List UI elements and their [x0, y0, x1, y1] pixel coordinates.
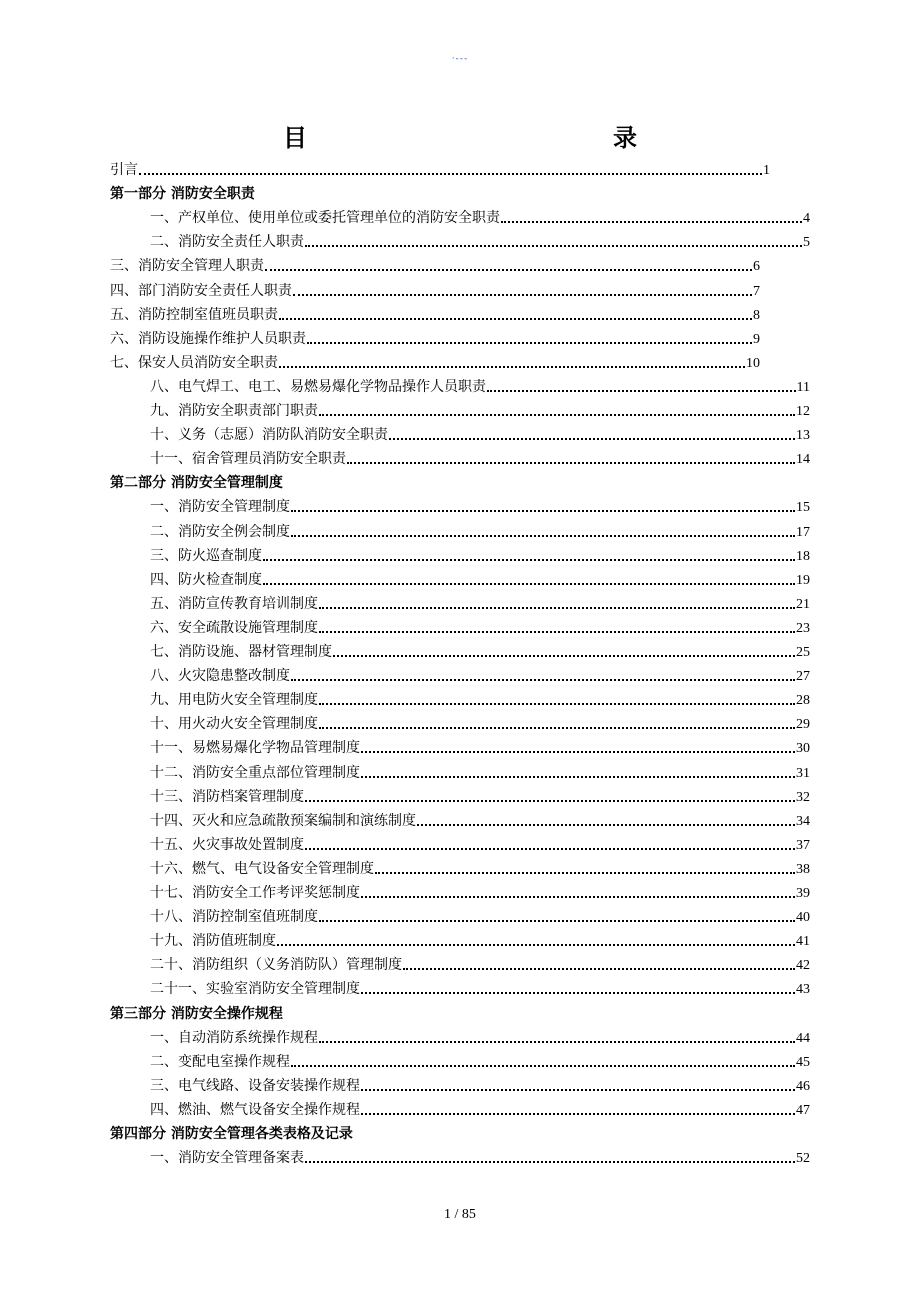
toc-leader-dots — [501, 221, 802, 223]
toc-entry[interactable] — [150, 641, 810, 663]
toc-leader-dots — [319, 703, 795, 705]
toc-entry-page: 6 — [753, 259, 760, 275]
page-number: 1 / 85 — [444, 1207, 476, 1222]
toc-leader-dots — [319, 414, 795, 416]
toc-part-heading[interactable] — [110, 472, 810, 494]
toc-entry-label: 十五、火灾事故处置制度 — [150, 836, 304, 853]
toc-entry-label: 八、电气焊工、电工、易燃易爆化学物品操作人员职责 — [150, 378, 486, 395]
toc-leader-dots — [263, 583, 795, 585]
toc-entry-label: 六、消防设施操作维护人员职责 — [110, 330, 306, 347]
toc-entry[interactable] — [150, 1075, 810, 1097]
toc-entry-label: 二、变配电室操作规程 — [150, 1053, 290, 1070]
toc-leader-dots — [361, 992, 795, 994]
header-mark: ·--- — [451, 54, 469, 64]
toc-entry-page: 10 — [746, 355, 760, 371]
toc-leader-dots — [389, 438, 795, 440]
toc-entry-page: 31 — [796, 765, 810, 781]
toc-entry-page: 43 — [796, 982, 810, 998]
toc-entry[interactable] — [150, 400, 810, 422]
toc-entry[interactable] — [150, 1027, 810, 1049]
toc-entry-label: 二、消防安全例会制度 — [150, 523, 290, 540]
toc-entry-label: 十九、消防值班制度 — [150, 933, 276, 950]
toc-entry[interactable] — [150, 448, 810, 470]
toc-part-heading[interactable] — [110, 1003, 810, 1025]
toc-leader-dots — [291, 1065, 795, 1067]
toc-entry-page: 47 — [796, 1102, 810, 1118]
toc-leader-dots — [305, 245, 802, 247]
toc-leader-dots — [333, 655, 795, 657]
toc-leader-dots — [361, 751, 795, 753]
toc-leader-dots — [291, 510, 795, 512]
toc-entry-label: 第三部分 消防安全操作规程 — [110, 1005, 283, 1022]
toc-entry-page: 7 — [753, 283, 760, 299]
toc-entry-page: 42 — [796, 958, 810, 974]
toc-leader-dots — [375, 872, 795, 874]
toc-leader-dots — [361, 1113, 795, 1115]
toc-leader-dots — [279, 318, 752, 320]
toc-entry-label: 十八、消防控制室值班制度 — [150, 909, 318, 926]
toc-entry-page: 30 — [796, 741, 810, 757]
toc-entry-label: 六、安全疏散设施管理制度 — [150, 619, 318, 636]
toc-leader-dots — [361, 896, 795, 898]
toc-entry-page: 4 — [803, 211, 810, 227]
toc-entry-page: 23 — [796, 620, 810, 636]
toc-entry-label: 引言 — [110, 162, 138, 178]
toc-entry-label: 七、保安人员消防安全职责 — [110, 354, 278, 371]
toc-leader-dots — [263, 559, 795, 561]
toc-entry[interactable] — [150, 834, 810, 856]
toc-entry-page: 14 — [796, 452, 810, 468]
toc-entry-label: 十、义务（志愿）消防队消防安全职责 — [150, 427, 388, 444]
toc-leader-dots — [139, 173, 762, 175]
toc-entry-label: 十二、消防安全重点部位管理制度 — [150, 764, 360, 781]
toc-entry-label: 九、用电防火安全管理制度 — [150, 692, 318, 709]
toc-entry-label: 第四部分 消防安全管理各类表格及记录 — [110, 1126, 353, 1142]
toc-entry-page: 28 — [796, 693, 810, 709]
toc-entry-label: 一、消防安全管理制度 — [150, 499, 290, 516]
toc-entry[interactable] — [150, 376, 810, 398]
toc-leader-dots — [305, 800, 795, 802]
toc-entry-page: 13 — [796, 428, 810, 444]
toc-entry-page: 12 — [796, 404, 810, 419]
toc-leader-dots — [291, 535, 795, 537]
toc-entry-label: 二十一、实验室消防安全管理制度 — [150, 981, 360, 998]
toc-entry[interactable] — [150, 1051, 810, 1073]
toc-entry-label: 十一、宿舍管理员消防安全职责 — [150, 451, 346, 468]
toc-entry[interactable] — [150, 954, 810, 976]
toc-entry[interactable] — [150, 713, 810, 735]
toc-entry-page: 44 — [796, 1030, 810, 1046]
toc-entry-label: 三、电气线路、设备安装操作规程 — [150, 1077, 360, 1094]
toc-entry-page: 18 — [796, 548, 810, 564]
toc-part-heading[interactable] — [110, 183, 810, 205]
toc-entry[interactable] — [150, 231, 810, 253]
toc-entry-label: 一、产权单位、使用单位或委托管理单位的消防安全职责 — [150, 210, 500, 227]
toc-entry[interactable] — [110, 159, 770, 181]
toc-entry-page: 34 — [796, 813, 810, 829]
toc-entry[interactable] — [150, 930, 810, 952]
toc-entry-label: 二、消防安全责任人职责 — [150, 234, 304, 251]
toc-leader-dots — [319, 607, 795, 609]
toc-entry-page: 27 — [796, 669, 810, 685]
toc-entry[interactable] — [110, 304, 760, 326]
toc-entry-page: 15 — [796, 500, 810, 516]
toc-entry-page: 19 — [796, 572, 810, 588]
toc-entry-label: 五、消防控制室值班员职责 — [110, 306, 278, 323]
toc-entry-label: 十七、消防安全工作考评奖惩制度 — [150, 885, 360, 901]
toc-leader-dots — [319, 1041, 795, 1043]
toc-entry-page: 41 — [796, 934, 810, 950]
toc-entry[interactable] — [150, 424, 810, 446]
toc-entry-label: 第一部分 消防安全职责 — [110, 186, 255, 203]
toc-leader-dots — [319, 920, 795, 922]
toc-leader-dots — [305, 848, 795, 850]
toc-entry[interactable] — [110, 352, 760, 374]
toc-entry-label: 二十、消防组织（义务消防队）管理制度 — [150, 957, 402, 974]
toc-leader-dots — [487, 390, 796, 392]
toc-entry-page: 45 — [796, 1054, 810, 1070]
toc-entry-page: 8 — [753, 307, 760, 323]
toc-entry-page: 52 — [796, 1151, 810, 1167]
toc-entry[interactable] — [150, 978, 810, 1000]
toc-title: 目 录 — [283, 124, 723, 152]
toc-entry-label: 十三、消防档案管理制度 — [150, 788, 304, 805]
toc-entry[interactable] — [150, 617, 810, 639]
toc-leader-dots — [403, 968, 795, 970]
toc-entry-label: 一、自动消防系统操作规程 — [150, 1029, 318, 1046]
toc-leader-dots — [417, 824, 795, 826]
toc-entry-page: 38 — [796, 861, 810, 877]
toc-entry-label: 十、用火动火安全管理制度 — [150, 716, 318, 733]
toc-leader-dots — [279, 366, 745, 368]
toc-entry-page: 5 — [803, 235, 810, 251]
toc-leader-dots — [361, 1089, 795, 1091]
toc-entry-label: 三、消防安全管理人职责 — [110, 258, 264, 275]
toc-entry[interactable] — [150, 906, 810, 928]
toc-entry[interactable] — [150, 545, 810, 567]
toc-leader-dots — [277, 944, 795, 946]
toc-part-heading[interactable] — [110, 1123, 810, 1145]
toc-entry-page: 39 — [796, 886, 810, 901]
toc-entry-label: 四、防火检查制度 — [150, 571, 262, 588]
toc-leader-dots — [265, 269, 752, 271]
toc-entry-page: 29 — [796, 717, 810, 733]
toc-entry-label: 三、防火巡查制度 — [150, 547, 262, 564]
toc-entry[interactable] — [150, 569, 810, 591]
toc-entry-label: 四、部门消防安全责任人职责 — [110, 282, 292, 299]
toc-entry-page: 32 — [796, 789, 810, 805]
toc-entry[interactable] — [150, 496, 810, 518]
toc-entry[interactable] — [110, 280, 760, 302]
toc-entry-label: 七、消防设施、器材管理制度 — [150, 644, 332, 660]
toc-entry[interactable] — [150, 810, 810, 832]
toc-leader-dots — [361, 776, 795, 778]
toc-leader-dots — [319, 631, 795, 633]
toc-entry-label: 一、消防安全管理备案表 — [150, 1150, 304, 1167]
toc-entry-page: 40 — [796, 910, 810, 926]
toc-entry[interactable] — [150, 665, 810, 687]
toc-entry[interactable] — [150, 521, 810, 543]
toc-entry[interactable] — [150, 207, 810, 229]
toc-leader-dots — [319, 727, 795, 729]
toc-entry-page: 25 — [796, 645, 810, 660]
toc-leader-dots — [293, 294, 752, 296]
toc-leader-dots — [305, 1161, 795, 1163]
toc-entry[interactable] — [110, 255, 760, 277]
toc-entry[interactable] — [150, 858, 810, 880]
toc-entry[interactable] — [150, 762, 810, 784]
toc-entry-page: 46 — [796, 1078, 810, 1094]
toc-entry[interactable] — [150, 786, 810, 808]
toc-entry[interactable] — [150, 1099, 810, 1121]
toc-leader-dots — [291, 679, 795, 681]
toc-entry[interactable] — [150, 689, 810, 711]
toc-entry-label: 第二部分 消防安全管理制度 — [110, 475, 283, 492]
toc-entry-label: 八、火灾隐患整改制度 — [150, 668, 290, 685]
toc-entry-label: 十四、灭火和应急疏散预案编制和演练制度 — [150, 812, 416, 829]
toc-entry[interactable] — [150, 882, 810, 904]
toc-entry[interactable] — [150, 593, 810, 615]
toc-entry-label: 十六、燃气、电气设备安全管理制度 — [150, 860, 374, 877]
toc-entry[interactable] — [150, 1147, 810, 1169]
toc-entry-page: 11 — [796, 379, 810, 395]
toc-entry-label: 九、消防安全职责部门职责 — [150, 403, 318, 419]
toc-entry[interactable] — [150, 737, 810, 759]
toc-entry-page: 37 — [796, 837, 810, 853]
toc-entry[interactable] — [110, 328, 760, 350]
toc-entry-label: 五、消防宣传教育培训制度 — [150, 595, 318, 612]
toc-leader-dots — [347, 462, 795, 464]
toc-entry-page: 21 — [796, 596, 810, 612]
toc-entry-page: 9 — [753, 331, 760, 347]
toc-entry-label: 十一、易燃易爆化学物品管理制度 — [150, 740, 360, 757]
toc-leader-dots — [307, 342, 752, 344]
toc-entry-page: 17 — [796, 524, 810, 540]
toc-entry-page: 1 — [763, 163, 770, 178]
toc-entry-label: 四、燃油、燃气设备安全操作规程 — [150, 1101, 360, 1118]
